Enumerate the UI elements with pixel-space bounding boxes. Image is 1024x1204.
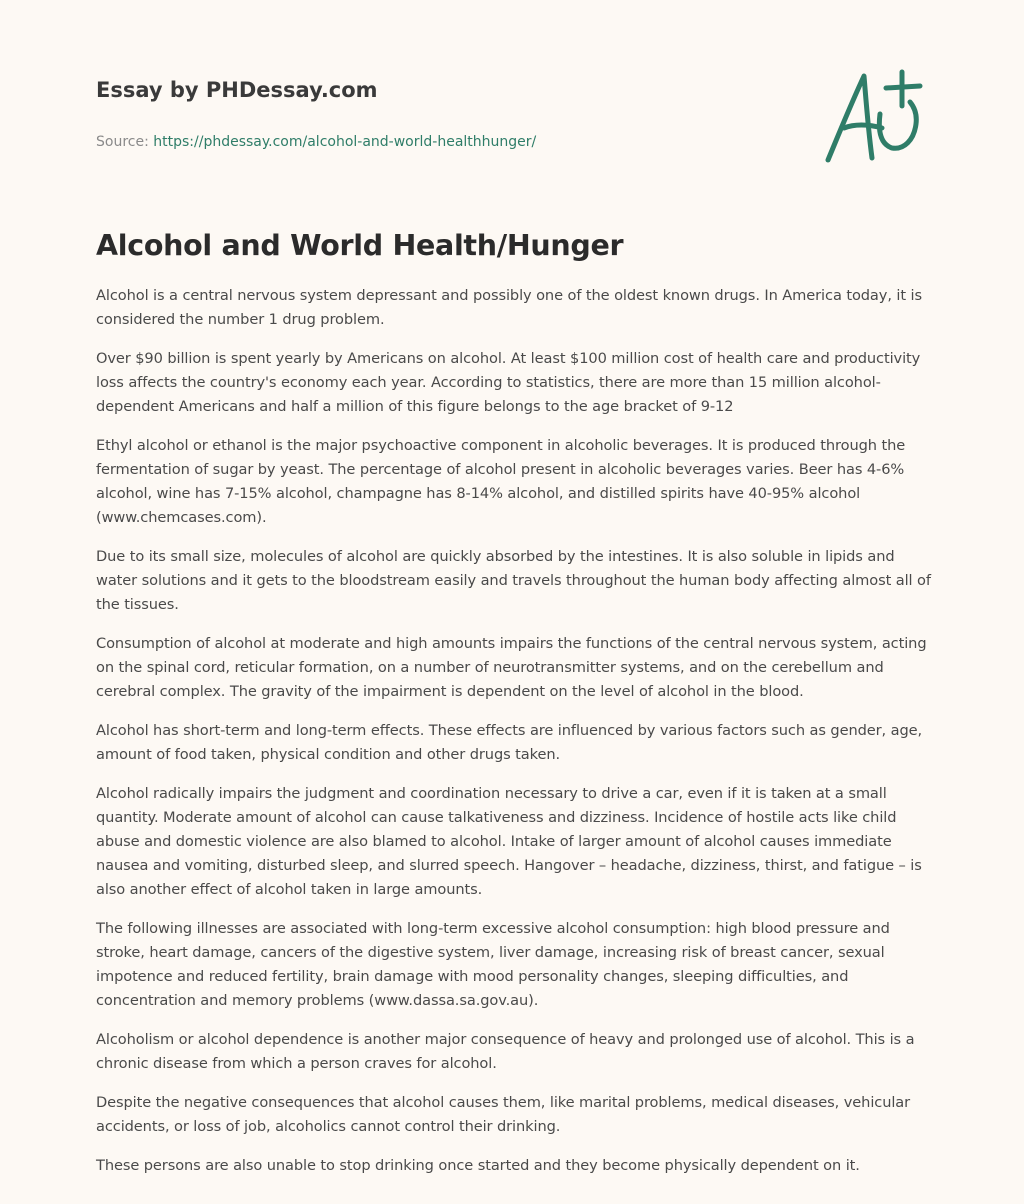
essay-paragraph: Alcohol has short-term and long-term effects. These effects are influenced by various factors such as gender, age, amount of food taken, physical condition and other drugs taken.	[96, 722, 923, 763]
a-plus-grade-icon	[818, 66, 930, 166]
essay-paragraph: These persons are also unable to stop drinking once started and they become physically dependent on it.	[96, 1157, 860, 1174]
essay-paragraph: Despite the negative consequences that alcohol causes them, like marital problems, medical diseases, vehicular accidents, or loss of job, alcoholics cannot control their drinking.	[96, 1094, 911, 1135]
essay-paragraph: Ethyl alcohol or ethanol is the major psychoactive component in alcoholic beverages. It is produced through the fermentation of sugar by yeast. The percentage of alcohol present in alcoholic beverages varies. Beer has 4-6% alcohol, wine has 7-15% alcohol, champagne has 8-14% alcohol, and distilled spirits have 40-95% alcohol (www.chemcases.com).	[96, 437, 906, 526]
source-link[interactable]: https://phdessay.com/alcohol-and-world-healthhunger/	[153, 134, 537, 150]
site-brand: Essay by PHDessay.com	[96, 78, 378, 102]
essay-body	[96, 284, 932, 1193]
essay-title: Alcohol and World Health/Hunger	[96, 229, 624, 262]
page-header	[96, 74, 796, 152]
essay-paragraph: Due to its small size, molecules of alcohol are quickly absorbed by the intestines. It is also soluble in lipids and water solutions and it gets to the bloodstream easily and travels throughout the human body affecting almost all of the tissues.	[96, 548, 931, 613]
source-label: Source:	[96, 134, 149, 150]
essay-paragraph: Over $90 billion is spent yearly by Americans on alcohol. At least $100 million cost of health care and productivity loss affects the country's economy each year. According to statistics, there are more than 15 million alcohol-dependent Americans and half a million of this figure belongs to the age bracket of 9-12	[96, 350, 921, 415]
essay-paragraph: Alcohol radically impairs the judgment and coordination necessary to drive a car, even if it is taken at a small quantity. Moderate amount of alcohol can cause talkativeness and dizziness. Incidence of hostile acts like child abuse and domestic violence are also blamed to alcohol. Intake of larger amount of alcohol causes immediate nausea and vomiting, disturbed sleep, and slurred speech. Hangover – headache, dizziness, thirst, and fatigue – is also another effect of alcohol taken in large amounts.	[96, 785, 922, 898]
essay-paragraph: Consumption of alcohol at moderate and high amounts impairs the functions of the central nervous system, acting on the spinal cord, reticular formation, on a number of neurotransmitter systems, and on the cerebellum and cerebral complex. The gravity of the impairment is dependent on the level of alcohol in the blood.	[96, 635, 927, 700]
essay-paragraph: The following illnesses are associated with long-term excessive alcohol consumption: high blood pressure and stroke, heart damage, cancers of the digestive system, liver damage, increasing risk of breast cancer, sexual impotence and reduced fertility, brain damage with mood personality changes, sleeping difficulties, and concentration and memory problems (www.dassa.sa.gov.au).	[96, 920, 890, 1009]
essay-paragraph: Alcohol is a central nervous system depressant and possibly one of the oldest known drugs. In America today, it is considered the number 1 drug problem.	[96, 287, 922, 328]
essay-paragraph: Alcoholism or alcohol dependence is another major consequence of heavy and prolonged use of alcohol. This is a chronic disease from which a person craves for alcohol.	[96, 1031, 915, 1072]
source-line	[96, 132, 796, 152]
